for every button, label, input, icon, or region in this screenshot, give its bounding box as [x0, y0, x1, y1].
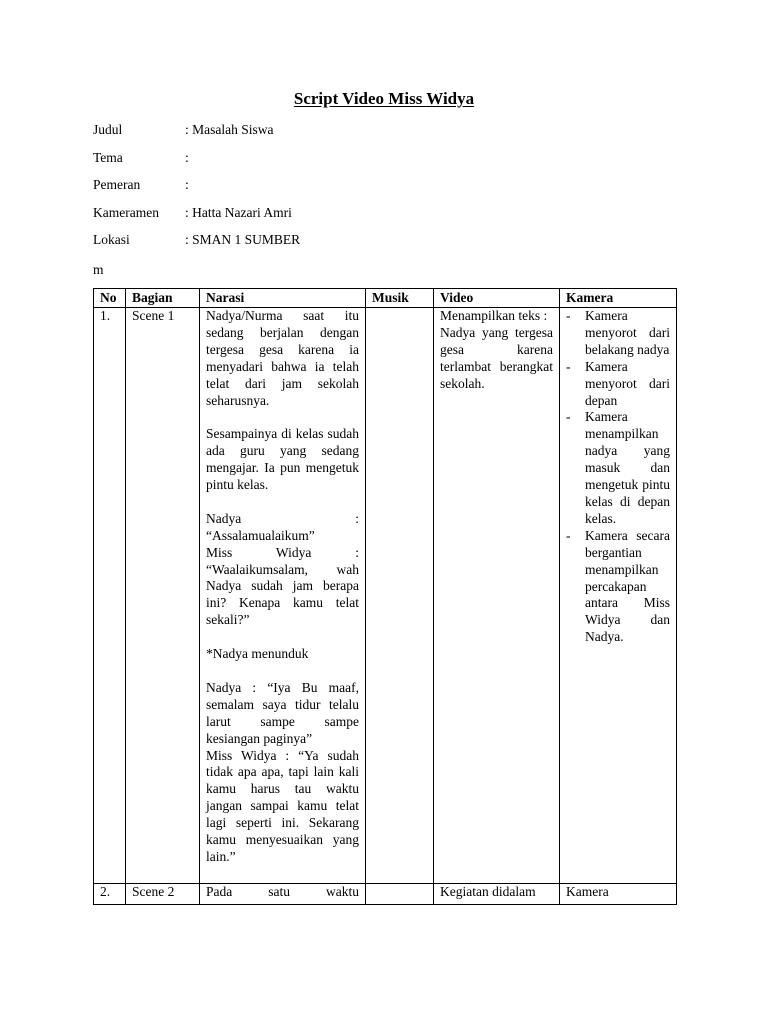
kamera-item: - Kamera menyorot dari depan [566, 359, 670, 410]
table-row [94, 308, 677, 884]
kamera-item: Kamera [566, 883, 609, 899]
meta-label: Judul [93, 122, 123, 137]
header-musik: Musik [366, 289, 434, 308]
narasi-paragraph: Sesampainya di kelas sudah ada guru yang sedang mengajar. Ia pun mengetuk pintu kelas. [206, 426, 359, 493]
narasi-paragraph: Miss Widya : “Waalaikumsalam, wah Nadya sudah jam berapa ini? Kenapa kamu telat sekali?” [206, 544, 359, 628]
table-header-row [94, 289, 677, 308]
kamera-item: - Kamera menampilkan nadya yang masuk dan mengetuk pintu kelas di depan kelas. [566, 409, 670, 527]
meta-label: Tema [93, 150, 123, 165]
cell-bagian: Scene 2 [126, 883, 200, 904]
kamera-item: - Kamera menyorot dari belakang nadya [566, 308, 670, 359]
narasi-paragraph: Pada satu waktu [206, 883, 359, 899]
header-video: Video [434, 289, 560, 308]
cell-video [434, 308, 560, 884]
meta-value: : SMAN 1 SUMBER [185, 232, 301, 247]
cell-no: 1. [94, 308, 126, 884]
cell-video [434, 883, 560, 904]
video-line: Menampilkan teks : [440, 308, 548, 323]
narasi-paragraph: Nadya : “Iya Bu maaf, semalam saya tidur telalu larut sampe sampe kesiangan paginya” [206, 679, 359, 746]
stray-character: m [93, 262, 104, 277]
video-line: Kegiatan didalam [440, 883, 536, 899]
cell-musik [366, 308, 434, 884]
header-no: No [94, 289, 126, 308]
narasi-paragraph: Nadya : “Assalamualaikum” [206, 510, 359, 543]
cell-kamera [560, 883, 677, 904]
script-table [93, 288, 677, 905]
kamera-list [566, 308, 670, 646]
meta-label: Pemeran [93, 177, 141, 192]
narasi-paragraph: *Nadya menunduk [206, 646, 309, 662]
video-line: Nadya yang tergesa gesa karena terlambat berangkat sekolah. [440, 324, 553, 391]
meta-value: : [185, 150, 189, 165]
table-row [94, 883, 677, 904]
narasi-paragraph: Miss Widya : “Ya sudah tidak apa apa, tapi lain kali kamu harus tau waktu jangan sampai kamu telat lagi seperti ini. Sekarang kamu menyesuaikan yang lain.” [206, 747, 359, 864]
cell-narasi [200, 308, 366, 884]
meta-label: Kameramen [93, 205, 159, 220]
header-narasi: Narasi [200, 289, 366, 308]
kamera-item: - Kamera secara bergantian menampilkan percakapan antara Miss Widya dan Nadya. [566, 528, 670, 646]
cell-bagian: Scene 1 [126, 308, 200, 884]
meta-value: : [185, 177, 189, 192]
meta-value: : Hatta Nazari Amri [185, 205, 292, 220]
meta-value: : Masalah Siswa [185, 122, 274, 137]
cell-no: 2. [94, 883, 126, 904]
document-title: Script Video Miss Widya [293, 89, 475, 108]
header-bagian: Bagian [126, 289, 200, 308]
meta-label: Lokasi [93, 232, 130, 247]
cell-musik [366, 883, 434, 904]
narasi-paragraph: Nadya/Nurma saat itu sedang berjalan dengan tergesa gesa karena ia menyadari bahwa ia telah telat dari jam sekolah seharusnya. [206, 308, 359, 408]
cell-narasi [200, 883, 366, 904]
header-kamera: Kamera [560, 289, 677, 308]
cell-kamera [560, 308, 677, 884]
